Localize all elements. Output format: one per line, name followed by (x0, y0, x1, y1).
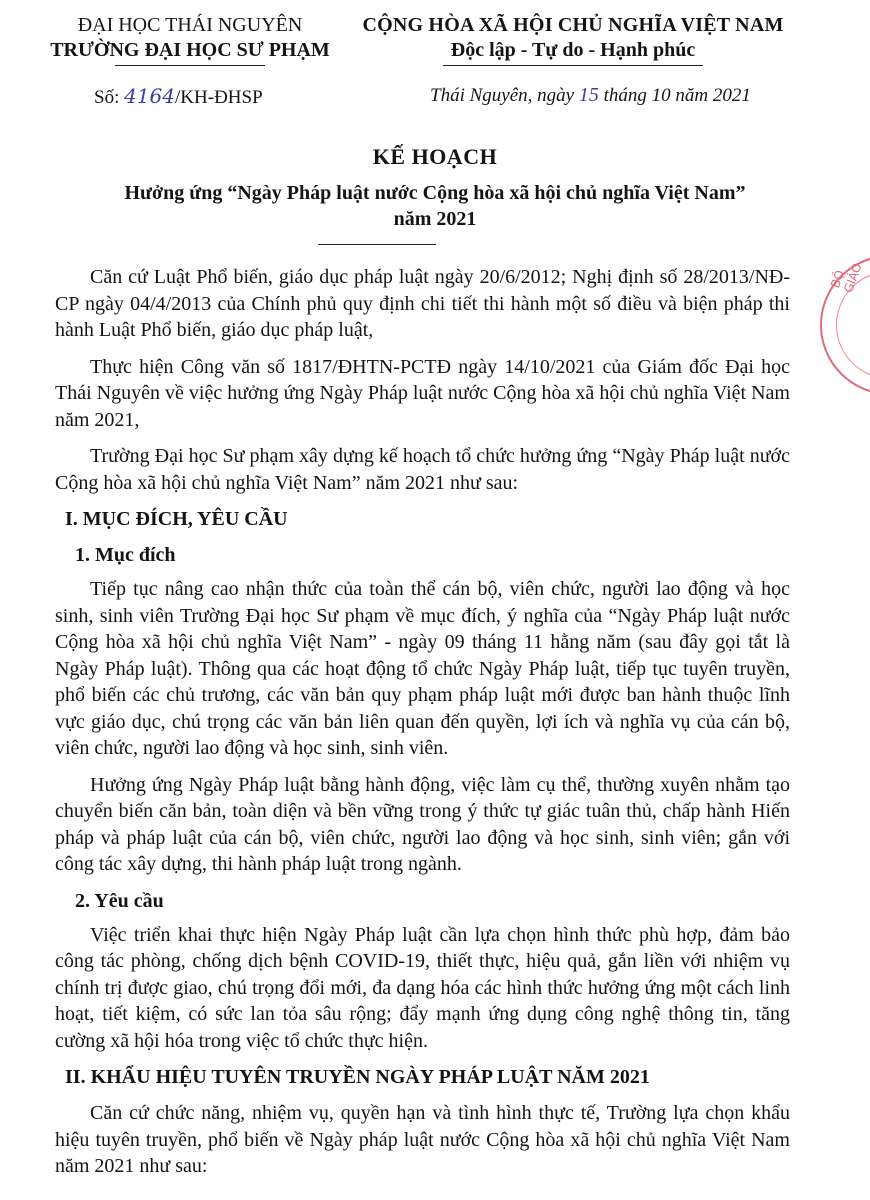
section-heading: I. MỤC ĐÍCH, YÊU CẦU (65, 508, 288, 530)
paragraph: Thực hiện Công văn số 1817/ĐHTN-PCTĐ ngày 14/10/2021 của Giám đốc Đại học Thái Nguyên về việc hưởng ứng Ngày Pháp luật nước Cộng hòa xã hội chủ nghĩa Việt Nam năm 2021, (55, 355, 790, 431)
document-body (55, 264, 790, 1190)
motto: Độc lập - Tự do - Hạnh phúc (450, 39, 696, 61)
document-date: Thái Nguyên, ngày 15 tháng 10 năm 2021 (430, 84, 751, 106)
issuing-organization (40, 12, 340, 66)
subtitle-line-1: Hưởng ứng “Ngày Pháp luật nước Cộng hòa xã hội chủ nghĩa Việt Nam” (124, 182, 746, 204)
subsection-heading: 2. Yêu cầu (75, 889, 164, 912)
parent-org: ĐẠI HỌC THÁI NGUYÊN (77, 14, 303, 36)
country-name: CỘNG HÒA XÃ HỘI CHỦ NGHĨA VIỆT NAM (362, 14, 784, 36)
org-name: TRƯỜNG ĐẠI HỌC SƯ PHẠM (50, 39, 330, 61)
section-heading: II. KHẨU HIỆU TUYÊN TRUYỀN NGÀY PHÁP LUẬT NĂM 2021 (65, 1066, 650, 1088)
national-motto (338, 12, 808, 66)
paragraph: Hưởng ứng Ngày Pháp luật bằng hành động, việc làm cụ thể, thường xuyên nhằm tạo chuyển biến căn bản, toàn diện và bền vững trong ý thức tự giác tuân thủ, chấp hành Hiến pháp và pháp luật của cán bộ, viên chức, người lao động và học sinh, sinh viên; gắn với công tác xây dựng, thi hành pháp luật trong ngành. (55, 773, 790, 875)
document-number: Số: 4164/KH-ĐHSP (94, 84, 263, 108)
paragraph: Trường Đại học Sư phạm xây dựng kế hoạch tổ chức hưởng ứng “Ngày Pháp luật nước Cộng hòa xã hội chủ nghĩa Việt Nam” năm 2021 như sau: (55, 445, 790, 494)
paragraph: Căn cứ chức năng, nhiệm vụ, quyền hạn và tình hình thực tế, Trường lựa chọn khẩu hiệu tuyên truyền, phổ biến về Ngày pháp luật nước Cộng hòa xã hội chủ nghĩa Việt Nam năm 2021 như sau: (55, 1102, 790, 1177)
paragraph: Căn cứ Luật Phổ biến, giáo dục pháp luật ngày 20/6/2012; Nghị định số 28/2013/NĐ-CP ngày 04/4/2013 của Chính phủ quy định chi tiết thi hành một số điều và biện pháp thi hành Luật Phổ biến, giáo dục pháp luật, (55, 266, 790, 341)
paragraph: Tiếp tục nâng cao nhận thức của toàn thể cán bộ, viên chức, người lao động và học sinh, sinh viên Trường Đại học Sư phạm về mục đích, ý nghĩa của “Ngày Pháp luật nước Cộng hòa xã hội chủ nghĩa Việt Nam” - ngày 09 tháng 11 hằng năm (sau đây gọi tắt là Ngày Pháp luật). Thông qua các hoạt động tổ chức Ngày Pháp luật, tiếp tục tuyên truyền, phổ biến các chủ trương, các văn bản quy phạm pháp luật mới được ban hành thuộc lĩnh vực giáo dục, chú trọng các văn bản liên quan đến quyền, lợi ích và nghĩa vụ của cán bộ, viên chức, người lao động và học sinh, sinh viên. (55, 578, 790, 759)
subsection-heading: 1. Mục đích (75, 544, 176, 566)
document-subtitle (40, 180, 830, 232)
motto-underline (443, 65, 703, 66)
red-seal-text: BỘ GIÁO (828, 261, 865, 295)
paragraph: Việc triển khai thực hiện Ngày Pháp luật cần lựa chọn hình thức phù hợp, đảm bảo công tác phòng, chống dịch bệnh COVID-19, thiết thực, hiệu quả, gắn liền với nhiệm vụ chính trị được giao, chú trọng đổi mới, đa dạng hóa các hình thức hưởng ứng một cách linh hoạt, tiết kiệm, có sức lan tỏa sâu rộng; đẩy mạnh ứng dụng công nghệ thông tin, tăng cường xã hội hóa trong việc tổ chức thực hiện. (55, 923, 790, 1052)
document-title: KẾ HOẠCH (372, 144, 498, 169)
handwritten-number: 4164 (124, 84, 176, 108)
subtitle-line-2: năm 2021 (393, 208, 477, 230)
title-divider (318, 244, 436, 245)
handwritten-day: 15 (578, 84, 599, 106)
org-underline (115, 65, 265, 66)
